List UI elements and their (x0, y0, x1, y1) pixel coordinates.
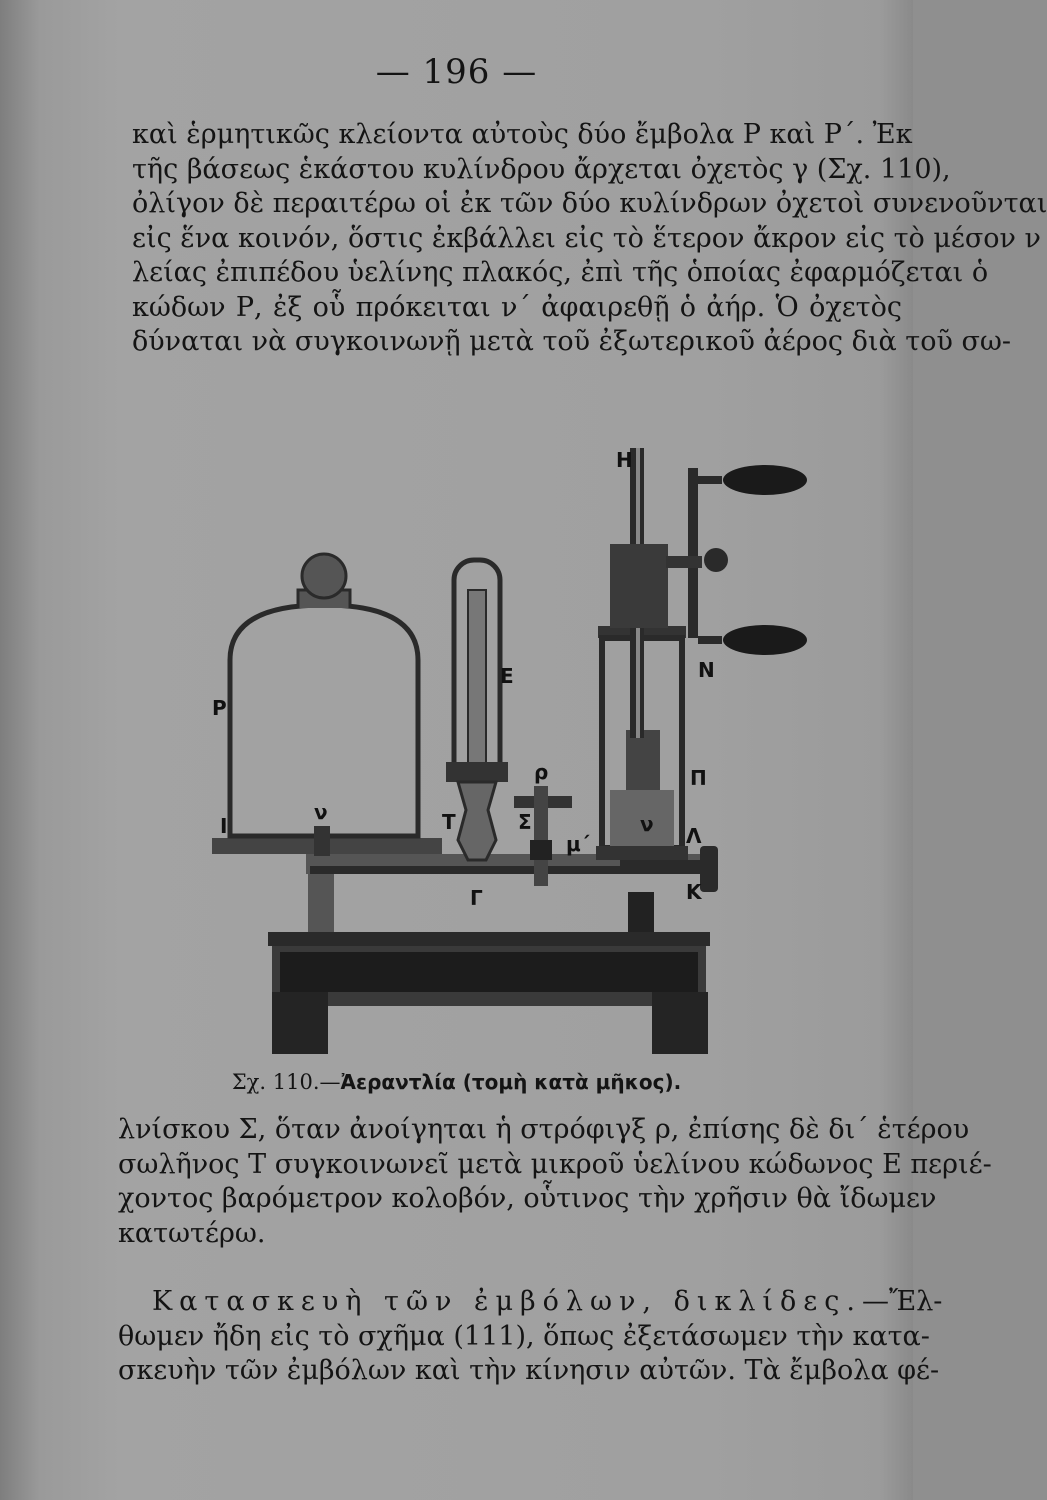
paragraph-bottom (118, 1285, 943, 1389)
text-line: λείας ἐπιπέδου ὑελίνης πλακός, ἐπὶ τῆς ὁποίας ἐφαρμόζεται ὁ (132, 257, 989, 288)
paragraph-top (132, 118, 1047, 360)
text-line: κώδων Ρ, ἐξ οὗ πρόκειται ν΄ ἀφαιρεθῇ ὁ ἀήρ. Ὁ ὀχετὸς (132, 291, 902, 323)
label-Gamma: Γ (470, 886, 483, 910)
air-pump-illustration (200, 440, 820, 1060)
label-H: H (616, 448, 633, 472)
label-nu: ν (314, 800, 328, 824)
figure-caption (0, 1070, 913, 1094)
text-line: ὀλίγον δὲ περαιτέρω οἱ ἐκ τῶν δύο κυλίνδρων ὀχετοὶ συνενοῦνται (132, 188, 1047, 219)
label-N: N (698, 658, 715, 682)
label-I: I (220, 814, 228, 838)
text-line: τῆς βάσεως ἑκάστου κυλίνδρου ἄρχεται ὀχετὸς γ (Σχ. 110), (132, 153, 951, 185)
text-line: χοντος βαρόμετρον κολοβόν, οὗτινος τὴν χρῆσιν θὰ ἴδωμεν (118, 1183, 937, 1214)
text-line: λνίσκου Σ, ὅταν ἀνοίγηται ἡ στρόφιγξ ρ, ἐπίσης δὲ δι΄ ἑτέρου (118, 1114, 970, 1145)
label-K: K (686, 880, 702, 904)
air-pump-drawing (200, 440, 820, 1060)
caption-prefix: Σχ. 110.— (231, 1070, 341, 1094)
label-Sigma: Σ (518, 810, 532, 834)
caption-title: Ἀεραντλία (τομὴ κατὰ μῆκος). (340, 1070, 682, 1094)
text-line: κατωτέρω. (118, 1217, 266, 1249)
text-line: θωμεν ἤδη εἰς τὸ σχῆμα (111), ὅπως ἐξετάσωμεν τὴν κατα- (118, 1320, 930, 1352)
label-P: P (212, 696, 227, 720)
page-number: — 196 — (375, 52, 538, 92)
heading-continuation: —Ἔλ- (861, 1286, 943, 1317)
section-heading: Κατασκευὴ τῶν ἐμβόλων, δικλίδες. (152, 1286, 862, 1317)
text-line: σωλῆνος Τ συγκοινωνεῖ μετὰ μικροῦ ὑελίνου κώδωνος Ε περιέ- (118, 1148, 992, 1180)
text-line: εἰς ἕνα κοινόν, ὅστις ἐκβάλλει εἰς τὸ ἕτερον ἄκρον εἰς τὸ μέσον ν (132, 222, 1041, 254)
label-Lambda: Λ (686, 824, 702, 848)
text-line: σκευὴν τῶν ἐμβόλων καὶ τὴν κίνησιν αὐτῶν. Τὰ ἔμβολα φέ- (118, 1355, 940, 1386)
label-E: E (500, 664, 514, 688)
text-line: δύναται νὰ συγκοινωνῇ μετὰ τοῦ ἐξωτερικοῦ ἀέρος διὰ τοῦ σω- (132, 326, 1012, 357)
label-Pi: Π (690, 766, 707, 790)
label-nu2: ν (640, 812, 654, 836)
paragraph-middle (118, 1113, 992, 1251)
text-line: καὶ ἑρμητικῶς κλείοντα αὐτοὺς δύο ἔμβολα Ρ καὶ Ρ΄. Ἐκ (132, 119, 913, 150)
label-T: T (442, 810, 456, 834)
label-mu: μ΄ (566, 832, 590, 856)
label-rho: ρ (534, 760, 549, 784)
text-line (152, 1285, 943, 1320)
